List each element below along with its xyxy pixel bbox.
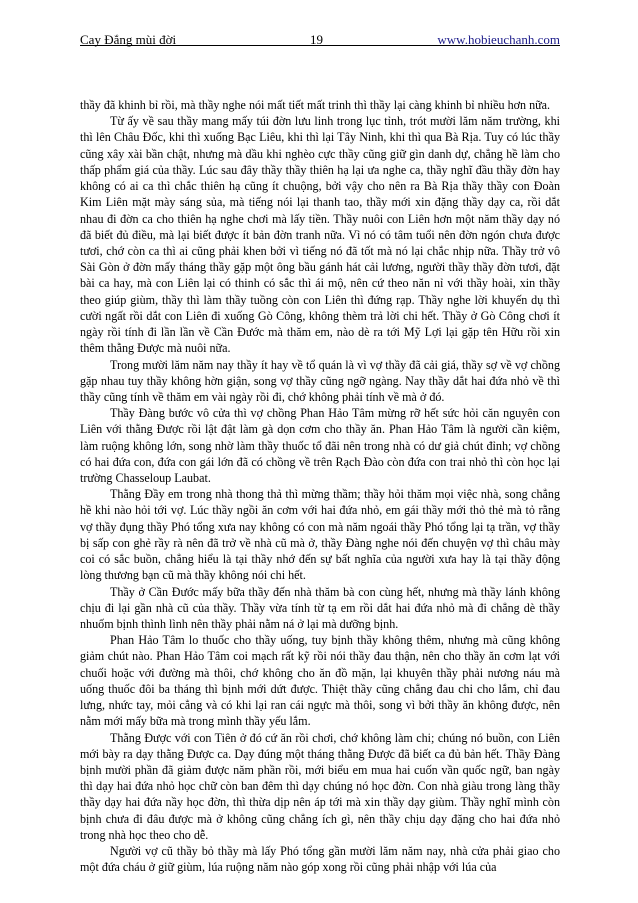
paragraph: Thầy ở Cần Đước mấy bữa thầy đến nhà thăm bà con cùng hết, nhưng mà thầy lánh không chịu đi lại gần nhà cũ của thầy. Thầy vừa tính từ tạ em rồi dắt hai đứa nhỏ mà đi chẳng dè thầy nhuốm bịnh thình lình nên thầy phải nằm ná ở lại mà dưỡng bịnh. [80,584,560,631]
paragraph: Từ ấy về sau thầy mang mấy túi đờn lưu linh trong lục tỉnh, trót mười lăm năm trường, khi thì lên Châu Đốc, khi thì xuống Bạc Liêu, khi thì lại Tây Ninh, khi thì qua Bà Rịa. Tuy có lúc thầy cũng xây xài bần chật, nhưng mà dầu khi nghèo cực thầy cũng giữ gìn danh dự, chẳng hề làm cho thấp phẩm giá của thầy. Lúc sau đây thầy thầy thiên hạ lại ưa nghe ca, thầy nghĩ đầu thầy đờn hay không có ai ca thì chắc thiên hạ cũng ít chuộng, bởi vậy cho nên ra Bà Rịa thầy thầy con Đoàn Kim Liên mặt mày sáng sủa, mà tiếng nói lại thanh tao, thầy mới xin đặng thầy dạy ca, rồi dắt nhau đi đờn ca cho thiên hạ nghe chơi mà lấy tiền. Thầy nuôi con Liên hơn một năm thầy dạy nó đã biết đủ điều, mà lại biết được ít bản đờn tranh nữa. Vì nó có tâm tuổi nên đờn ngón chưa được tươi, chớ còn ca thì ai cũng phải khen bởi vì tiếng nó đã tốt mà nó lại chắc nhịp nữa. Thầy trở vô Sài Gòn ở đờn mấy tháng thầy gặp một ông bầu gánh hát cải lương, người thầy thầy đờn tươi, đặt bài ca hay, mà con Liên lại có thinh có sắc thì ái mộ, nên cứ theo năn nỉ với thầy hoài, xin thầy theo giúp giùm, thầy thì làm thầy tuồng còn con Liên thì đứng rạp. Thầy nghe lời khuyến dụ thì cười ngất rồi dắt con Liên đi xuống Gò Công, không thèm trả lời chi hết. Thầy ở Gò Công chơi ít ngày rồi tính đi lần lần về Cần Đước mà thăm em, nào dè ra tới Mỹ Lợi lại gặp tên Hữu rồi xin thêm thằng Được mà nuôi nữa. [80,114,560,356]
website-link[interactable]: www.hobieuchanh.com [437,32,560,47]
page-number: 19 [310,32,323,47]
paragraph: Thầy Đàng bước vô cửa thì vợ chồng Phan Hảo Tâm mừng rỡ hết sức hỏi căn nguyên con Liên với thằng Được rồi lật đật làm gà dọn cơm cho thầy ăn. Phan Hảo Tâm là người cần kiệm, làm ruộng không lớn, song nhờ làm thầy thuốc tổ đãi nên trong nhà có dư giả chút đỉnh; vợ chồng có hai đứa con, đứa con gái lớn đã có chồng về trên Rạch Đào còn đứa con trai nhỏ thì còn học lại trường Chasseloup Laubat. [80,406,560,486]
page-header [80,24,560,46]
paragraph: thầy đã khinh bỉ rồi, mà thầy nghe nói mất tiết mất trinh thì thầy lại càng khinh bỉ nhiều hơn nữa. [80,98,551,112]
book-title: Cay Đắng mùi đời [80,32,177,47]
paragraph: Người vợ cũ thầy bỏ thầy mà lấy Phó tổng gần mười lăm năm nay, nhà cửa phải giao cho một đứa cháu ở giữ giùm, lúa ruộng năm nào góp xong rồi cũng phải nhập với lúa của [80,844,560,875]
header-divider [80,45,560,46]
paragraph: Trong mười lăm năm nay thầy ít hay về tổ quán là vì vợ thầy đã cải giá, thầy sợ về vợ chồng gặp nhau tuy thầy không hờn giận, song vợ thầy cũng ngỡ ngàng. Nay thầy dắt hai đứa nhỏ về thì thầy cũng tính về thăm em vài ngày rồi đi, chớ không phải tính về mà ở đó. [80,357,560,404]
paragraph: Thằng Được với con Tiên ở đó cứ ăn rồi chơi, chớ không làm chi; chúng nó buồn, con Liên mới bày ra dạy thằng Được ca. Dạy đúng một tháng thằng Được đã biết ca đủ bản hết. Thầy Đàng bịnh mười phần đã giảm được năm phần rồi, mới biểu em mua hai cuốn vần quốc ngữ, ban ngày thì dạy hai đứa nhỏ học chữ còn ban đêm thì dạy chúng nó học đờn. Con nhà giàu trong làng thầy thầy dạy hai đứa nầy học đờn, thì thừa dịp nên áp tới mà xin thầy dạy giùm. Thầy nghĩ mình còn bịnh chưa đi đâu được mà ở không cũng chẳng ích gì, nên thầy chịu dạy đặng cho hai đứa nhỏ trong nhà học theo cho dễ. [80,730,560,842]
body-text [80,97,560,876]
paragraph: Thằng Đầy em trong nhà thong thả thì mừng thầm; thầy hỏi thăm mọi việc nhà, song chẳng hề khi nào hỏi tới vợ. Lúc thầy ngồi ăn cơm với hai đứa nhỏ, em gái thầy mới thỏ thẻ mà tỏ rằng vợ thầy đụng thầy Phó tổng xưa nay không có con mà năm ngoái thầy Phó tổng lại tạ trần, vợ thầy bị sấp con ghẻ rầy rà nên đã trở về nhà cũ mà ở, thầy Đàng nghe nói đến chuyện vợ thì châu mày coi có sắc buồn, chẳng hiểu là tại thầy nhớ đến sự bất nghĩa của người xưa hay là tại thầy động lòng thương bạn cũ mà thầy không nói chi hết. [80,487,560,583]
paragraph: Phan Hảo Tâm lo thuốc cho thầy uống, tuy bịnh thầy không thêm, nhưng mà cũng không giảm chút nào. Phan Hảo Tâm coi mạch rất kỹ rồi nói thầy đau thận, nên cho thầy ăn cơm lạt với chuối hoặc với đường mà thôi, chớ không cho ăn đồ mặn, lại khuyên thầy phải nương náu mà uống thuốc đôi ba tháng thì bịnh mới dứt được. Thiệt thầy cũng chẳng đau chi cho lắm, chỉ đau lưng, nhức tay, mỏi cẳng và có khi lại ran cái ngực mà thôi, song vì bởi thầy ăn không được, nên nằm mới mấy bữa mà trong mình thầy yếu lắm. [80,633,560,729]
